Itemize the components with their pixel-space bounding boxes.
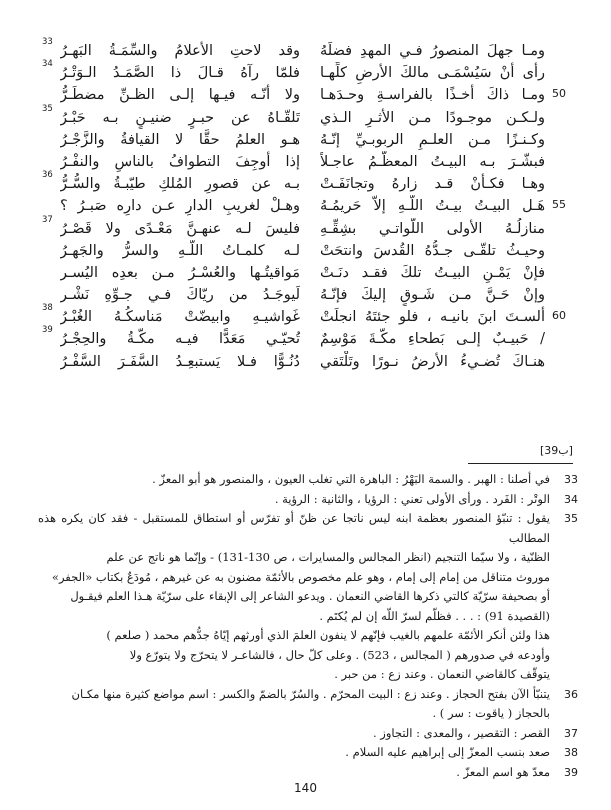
footnote — [38, 470, 578, 490]
verse-line — [40, 262, 580, 284]
verse-line — [40, 284, 580, 306]
footnote — [38, 743, 578, 763]
footnote-reference: 37 — [42, 214, 53, 225]
first-hemistich: منازلُـهُ الأولى اللّواتـي بشِقِّـهِ — [320, 220, 545, 237]
second-hemistich: فلمّا رآهُ قـالَ ذا الصَّمَـدُ الـوَتْـرُ — [60, 65, 300, 82]
verse-number: 50 — [552, 87, 566, 101]
footnote-reference: 36 — [42, 170, 53, 181]
first-hemistich: هنـاكَ تُضـيءُ الأرضُ نـورًا وتَلْتَقي — [320, 353, 545, 370]
footnote-line: (القصيدة 91) : . . . فظلّم لسرّ اللّه إن لم يُكتَم . — [319, 608, 550, 623]
second-hemistich: ولا أنّـه فيـها إلـى الظـنِّ مضطَـرُّ — [60, 87, 300, 104]
footnote-line: القصر : التقصير ، والمعدى : التجاوز . — [372, 725, 550, 740]
first-hemistich: ولـكـن موجـودًا مـن الأثـرِ الـذي — [320, 109, 545, 126]
footnote-text — [38, 490, 550, 510]
footnote-reference: 39 — [42, 325, 53, 336]
verse-line — [40, 170, 580, 195]
verse-line — [40, 129, 580, 151]
footnote-number: 38 — [564, 746, 578, 759]
footnote-number: 36 — [564, 687, 578, 701]
footnote-reference: 33 — [42, 37, 53, 47]
second-hemistich: مَواقيتُـها والعُسْـرُ مـن بعدِه اليُسـر — [60, 264, 300, 281]
footnote-line: بالحجاز ( ياقوت : سر ) . — [432, 706, 550, 720]
footnote-line: أو بصحيفة سرّيّة كالتي ذكرها القاضي النعمان . ويدعو الشاعر إلى الإبقاء على سرّيّة هـذا العلم فيقـول — [70, 589, 550, 603]
verse-line — [40, 325, 580, 350]
second-hemistich: إذا أُوجِفَ التطوافُ بالناسِ والنفْـرُ — [60, 153, 300, 170]
footnote-separator — [468, 463, 573, 464]
footnote-reference: 34 — [42, 59, 53, 70]
second-hemistich: فليسَ لـه عنهـنَّ مَعْـدًى ولا قَصْـرُ — [60, 220, 300, 237]
first-hemistich: فإنْ يَمْـنِ البيـتُ تلكَ فقـد دنَـتْ — [320, 264, 545, 281]
second-hemistich: دُنُـوًّا فـلا يَستبعِـدُ السَّفَـرَ السَّفْـرُ — [60, 353, 300, 370]
first-hemistich: ومـا ذاكَ أخـذًا بالفراسـةِ وحـدَهـا — [320, 87, 545, 104]
footnote — [38, 724, 578, 744]
footnote-line: يقول : تنبّؤ المنصور بعظمة ابنه ليس ناتجا عن ظنّ أو تفرّس أو استطاق للمستقبل - فقد كان يكره هذه المطالب — [38, 511, 550, 545]
footnote-number: 37 — [564, 726, 578, 740]
footnote-line: يتنبّأ الآن بفتح الحجاز . وعند زع : البيت المحرّم . والسُرّ بالضمّ والكسر : اسم مواضع كثيرة منها مكـان — [71, 686, 550, 701]
verse-line — [40, 303, 580, 328]
manuscript-folio-note: [39ب] — [540, 444, 573, 457]
second-hemistich: تُحيّـي مَعَدًّا فيـه مكّـةُ والحِجْـرُ — [60, 331, 300, 348]
verse-line — [40, 59, 580, 84]
footnote-line: صعد بنسب المعزّ إلى إبراهيم عليه السلام . — [345, 745, 550, 759]
footnote-reference: 35 — [42, 103, 53, 114]
second-hemistich: وهـلْ لغريبِ الدارِ عـن دارِه صَبـرُ ؟ — [60, 198, 300, 215]
footnote-line: الظنّية ، ولا سيّما التنجيم (انظر المجالس والمسايرات ، ص 130-131) - وإنّما هو ناتج عن علم — [106, 550, 550, 564]
footnote-number: 35 — [564, 512, 578, 525]
footnote-text — [38, 763, 550, 783]
first-hemistich: وحيـثُ تلقّـى جـدُّهُ القُدسَ وانتحَتْ — [320, 242, 545, 259]
verse-line — [40, 103, 580, 129]
footnote-text — [38, 685, 550, 724]
verse-line — [40, 37, 580, 62]
first-hemistich: وكـنـزًا مـن العلـمِ الربوبـيِّ إنّـهُ — [320, 131, 545, 148]
verse-line — [40, 351, 580, 373]
second-hemistich: لـه كلمـاتُ اللّـهِ والسرُّ والجَهـرُ — [60, 242, 300, 259]
poem-verses — [40, 37, 580, 373]
second-hemistich: تَلقّـاهُ عن حبـرٍ ضنيـنٍ بـه حَبْـرُ — [60, 109, 300, 126]
verse-line — [40, 151, 580, 173]
first-hemistich: وهـا فكـأنْ قـد زارهُ وتجانَفَـتْ — [320, 176, 545, 193]
verse-number: 55 — [552, 198, 566, 212]
footnote-line: موروث متناقل من إمام إلى إمام ، وهو علم مخصوص بالأئمّة مضنون به عن غيرهم ، مُودَعٌ بكتاب «الجفر» — [51, 569, 550, 584]
first-hemistich: / حَبيـبٌ إلـى بَطحاءِ مكّـةَ مَوْسِمٌ — [320, 331, 545, 348]
first-hemistich: ألسـتَ ابنَ بانيـه ، فلو جئتَهُ انجلَتْ — [320, 309, 545, 326]
footnote-reference: 38 — [42, 303, 53, 314]
first-hemistich: ومـا جهلَ المنصورُ فـي المهدِ فضلَهُ — [320, 43, 545, 59]
second-hemistich: غَواشيـهِ وابيضّتْ مَناسكُـهُ الغُبْـرُ — [60, 309, 300, 326]
first-hemistich: هَـل البيـتُ بيـتُ اللّـهِ إلاّ حَريمُـهُ — [320, 198, 545, 215]
footnotes — [38, 470, 578, 782]
second-hemistich: لَيوجَـدُ من ريّاكَ فـي جـوِّهِ نَشْـر — [60, 287, 300, 304]
verse-line — [40, 240, 580, 262]
second-hemistich: بـه عن قصورِ المُلكِ طيّبـةُ والسُّـرُّ — [60, 176, 300, 193]
footnote-line: وأودعه في صدورهم ( المجالس ، 523) . وعلى كلّ حال ، فالشاعـر لا يتحرّج ولا يتورّع ولا — [129, 647, 550, 662]
footnote-line: الوتْر : الفَرد . ورأى الأولى تعني : الرؤيا ، والثانية : الرؤية . — [274, 491, 550, 506]
first-hemistich: وإنْ حَـنَّ مـن شَـوقٍ إليكَ فإنّـهُ — [320, 287, 545, 304]
second-hemistich: هـو العلمُ حقًّا لا القيافةُ والزَّجْـرُ — [60, 131, 300, 148]
footnote-line: هذا ولئن أنكر الأئمّة علمهم بالغيب فإنّهم لا ينفون العلمَ الذي أورثهم إيّاهُ جدُّهم محمد ( صلعم ) — [106, 628, 550, 642]
footnote — [38, 490, 578, 510]
footnote-line: معدّ هو اسم المعزّ . — [456, 764, 550, 779]
footnote-text — [38, 509, 550, 685]
footnote-number: 39 — [564, 765, 578, 779]
footnote-line: في أصلنا : الهبر . والسمة البَهْرُ : الباهرة التي تغلب العيون ، والمنصور هو أبو المعزّ . — [152, 472, 550, 486]
footnote-line: يتوقّف كالقاضي النعمان . وعند زع : من حبر . — [334, 667, 550, 681]
verse-line — [40, 214, 580, 240]
footnote-text — [38, 743, 550, 763]
footnote — [38, 763, 578, 783]
first-hemistich: فبشّـرَ بـه البيـتُ المعظّـمُ عاجـلاً — [320, 153, 545, 170]
footnote-text — [38, 470, 550, 490]
footnote — [38, 509, 578, 685]
verse-line — [40, 84, 580, 106]
first-hemistich: رأى أنْ سَيُسْمَـى مالكَ الأرضِ كلِّهـا — [320, 65, 545, 82]
footnote-number: 34 — [564, 492, 578, 506]
footnote-text — [38, 724, 550, 744]
verse-number: 60 — [552, 309, 566, 323]
page-number: 140 — [294, 781, 317, 795]
footnote-number: 33 — [564, 473, 578, 486]
footnote — [38, 685, 578, 724]
verse-line — [40, 195, 580, 217]
second-hemistich: وقد لاحتِ الأعلامُ والسِّمَـةُ البَهـرُ — [60, 43, 300, 59]
